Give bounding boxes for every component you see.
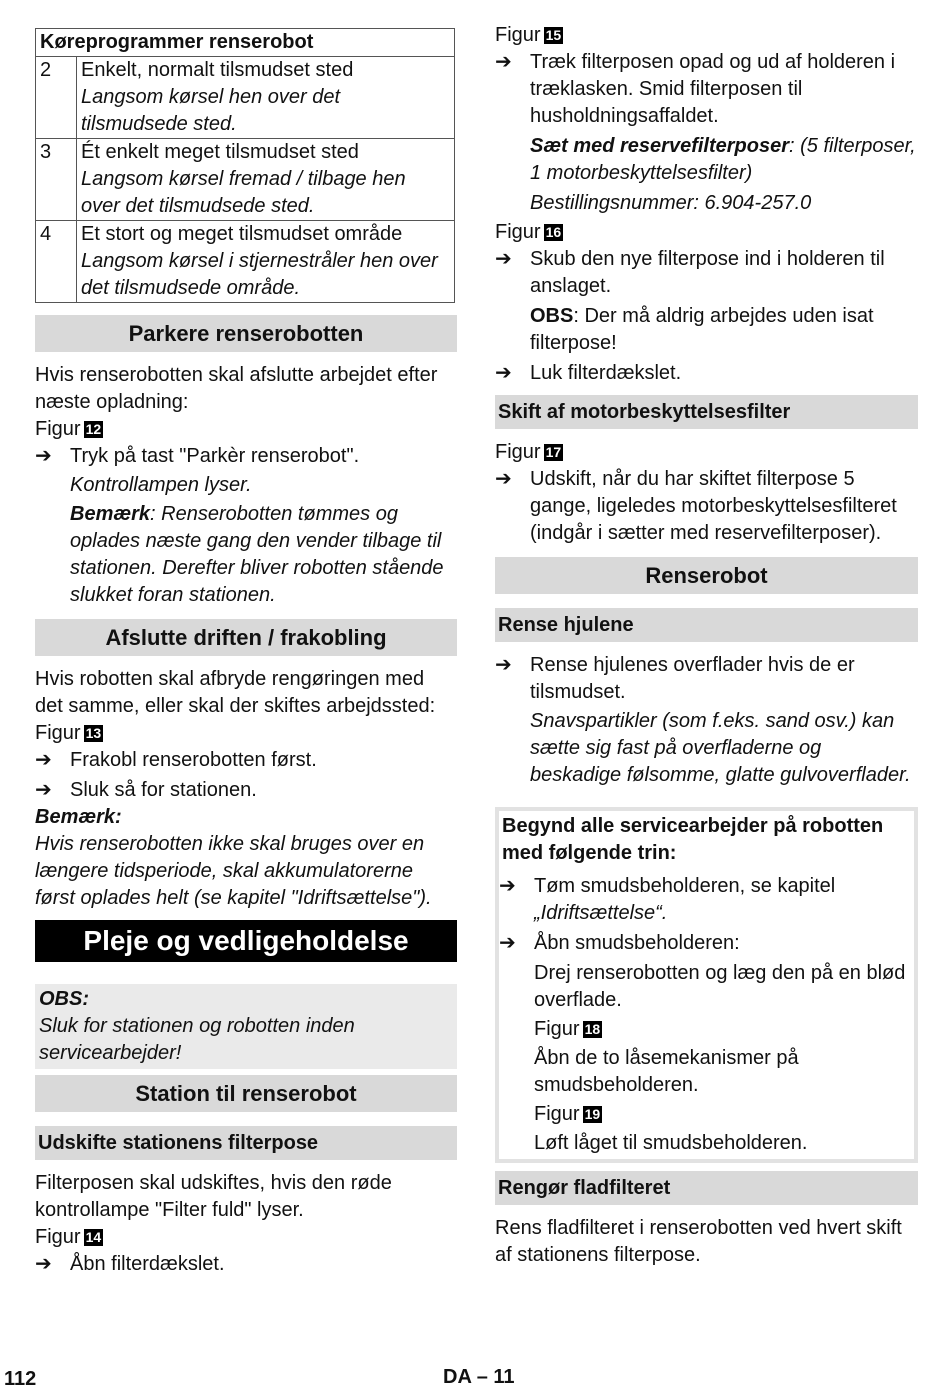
note-text: Hvis renserobotten ikke skal bruges over en længere tidsperiode, skal akkumulatorerne først oplades helt (se kapitel "Idriftsættelse").	[35, 833, 432, 909]
parkere-intro: Hvis renserobotten skal afslutte arbejdet efter næste opladning:	[35, 364, 438, 413]
pleje-heading: Pleje og vedligeholdelse	[35, 920, 457, 962]
table-row	[36, 221, 455, 303]
arrow-icon: ➔	[35, 445, 52, 467]
arrow-icon: ➔	[499, 932, 516, 954]
table-row	[36, 57, 455, 139]
figure-number-badge: 19	[584, 1106, 601, 1122]
arrow-icon: ➔	[35, 1253, 52, 1275]
bullet-step: ➔ Rense hjulenes overflader hvis de er tilsmudset.	[495, 654, 855, 703]
figure-ref: Figur 16	[495, 221, 562, 243]
service-box	[495, 807, 918, 1163]
arrow-icon: ➔	[495, 248, 512, 270]
arrow-icon: ➔	[35, 779, 52, 801]
bullet-step: ➔ Tøm smudsbeholderen, se kapitel „Idriftsættelse“.	[499, 875, 836, 924]
figure-ref: Figur 12	[35, 418, 102, 440]
arrow-icon: ➔	[495, 362, 512, 384]
step-sub: Åbn de to låsemekanismer på smudsbeholderen.	[534, 1047, 799, 1096]
obs-label: OBS:	[39, 988, 89, 1010]
table-header: Køreprogrammer renserobot	[36, 29, 455, 57]
service-heading: Begynd alle servicearbejder på robotten med følgende trin:	[502, 815, 884, 864]
step-sub: Drej renserobotten og læg den på en blød overflade.	[534, 962, 906, 1011]
bullet-step: ➔ Tryk på tast "Parkèr renserobot".	[35, 443, 457, 470]
language-page-label: DA – 11	[443, 1366, 515, 1388]
arrow-icon: ➔	[35, 749, 52, 771]
motor-heading: Skift af motorbeskyttelsesfilter	[495, 395, 918, 429]
right-column	[495, 22, 918, 1269]
arrow-icon: ➔	[495, 654, 512, 676]
figure-number-badge: 15	[545, 27, 562, 43]
station-subheading: Udskifte stationens filterpose	[35, 1126, 457, 1160]
row-description: Langsom kørsel hen over det tilsmudsede sted.	[81, 86, 341, 135]
row-title: Et stort og meget tilsmudset område	[81, 223, 403, 245]
arrow-icon: ➔	[495, 51, 512, 73]
order-number: Bestillingsnummer: 6.904-257.0	[530, 192, 812, 214]
figure-number-badge: 17	[545, 444, 562, 460]
bullet-step: ➔ Luk filterdækslet.	[495, 360, 918, 387]
row-description: Langsom kørsel fremad / tilbage hen over det tilsmudsede sted.	[81, 168, 406, 217]
note: Bemærk: Renserobotten tømmes og oplades næste gang den vender tilbage til stationen. Derefter bliver robotten stående slukket foran stationen.	[70, 503, 444, 606]
row-description: Langsom kørsel i stjernestråler hen over det tilsmudsede område.	[81, 250, 438, 299]
afslutte-intro: Hvis robotten skal afbryde rengøringen med det samme, eller skal der skiftes arbejdssted:	[35, 668, 436, 717]
station-intro: Filterposen skal udskiftes, hvis den røde kontrollampe "Filter fuld" lyser.	[35, 1172, 392, 1221]
bullet-step: ➔ Åbn smudsbeholderen:	[499, 930, 914, 957]
figure-number-badge: 16	[545, 224, 562, 240]
bullet-step: ➔ Frakobl renserobotten først.	[35, 747, 457, 774]
renserobot-heading: Renserobot	[495, 557, 918, 594]
step-sub: Løft låget til smudsbeholderen.	[534, 1132, 808, 1154]
note-label: Bemærk:	[35, 806, 122, 828]
figure-number-badge: 13	[85, 725, 102, 741]
fladfilter-heading: Rengør fladfilteret	[495, 1171, 918, 1205]
left-column	[35, 22, 457, 1278]
obs-text: Sluk for stationen og robotten inden servicearbejder!	[39, 1015, 355, 1064]
bullet-step: ➔ Skub den nye filterpose ind i holderen til anslaget.	[495, 248, 885, 297]
figure-ref: Figur 13	[35, 722, 102, 744]
reserve-set: Sæt med reservefilterposer: (5 filterposer, 1 motorbeskyttelsesfilter)	[530, 135, 916, 184]
page-number: 112	[4, 1368, 37, 1390]
bullet-step: ➔ Sluk så for stationen.	[35, 777, 457, 804]
obs-line: OBS: Der må aldrig arbejdes uden isat filterpose!	[530, 305, 874, 354]
step-sub: Snavspartikler (som f.eks. sand osv.) kan sætte sig fast på overfladerne og beskadige følsomme, glatte gulvoverflader.	[530, 710, 911, 786]
figure-ref: Figur 15	[495, 24, 562, 46]
bullet-step: ➔ Åbn filterdækslet.	[35, 1251, 457, 1278]
parkere-heading: Parkere renserobotten	[35, 315, 457, 352]
station-heading: Station til renserobot	[35, 1075, 457, 1112]
figure-ref: Figur 17	[495, 441, 562, 463]
figure-ref: Figur 18	[534, 1018, 601, 1040]
figure-number-badge: 12	[85, 421, 102, 437]
figure-ref: Figur 14	[35, 1226, 102, 1248]
bullet-step: ➔ Træk filterposen opad og ud af holderen i træklasken. Smid filterposen til husholdningsaffaldet.	[495, 51, 896, 127]
row-number: 4	[36, 221, 77, 303]
figure-number-badge: 14	[85, 1229, 102, 1245]
afslutte-heading: Afslutte driften / frakobling	[35, 619, 457, 656]
step-sub: Kontrollampen lyser.	[70, 474, 252, 496]
bullet-step: ➔ Udskift, når du har skiftet filterpose 5 gange, ligeledes motorbeskyttelsesfilteret (indgår i sætter med reservefilterposer).	[495, 468, 897, 544]
renserobot-subheading: Rense hjulene	[495, 608, 918, 642]
row-title: Ét enkelt meget tilsmudset sted	[81, 141, 359, 163]
arrow-icon: ➔	[495, 468, 512, 490]
fladfilter-text: Rens fladfilteret i renserobotten ved hvert skift af stationens filterpose.	[495, 1217, 902, 1266]
figure-number-badge: 18	[584, 1021, 601, 1037]
arrow-icon: ➔	[499, 875, 516, 897]
row-number: 2	[36, 57, 77, 139]
obs-note	[35, 984, 457, 1069]
drive-programs-table	[35, 28, 455, 303]
row-title: Enkelt, normalt tilsmudset sted	[81, 59, 354, 81]
table-row	[36, 139, 455, 221]
figure-ref: Figur 19	[534, 1103, 601, 1125]
row-number: 3	[36, 139, 77, 221]
